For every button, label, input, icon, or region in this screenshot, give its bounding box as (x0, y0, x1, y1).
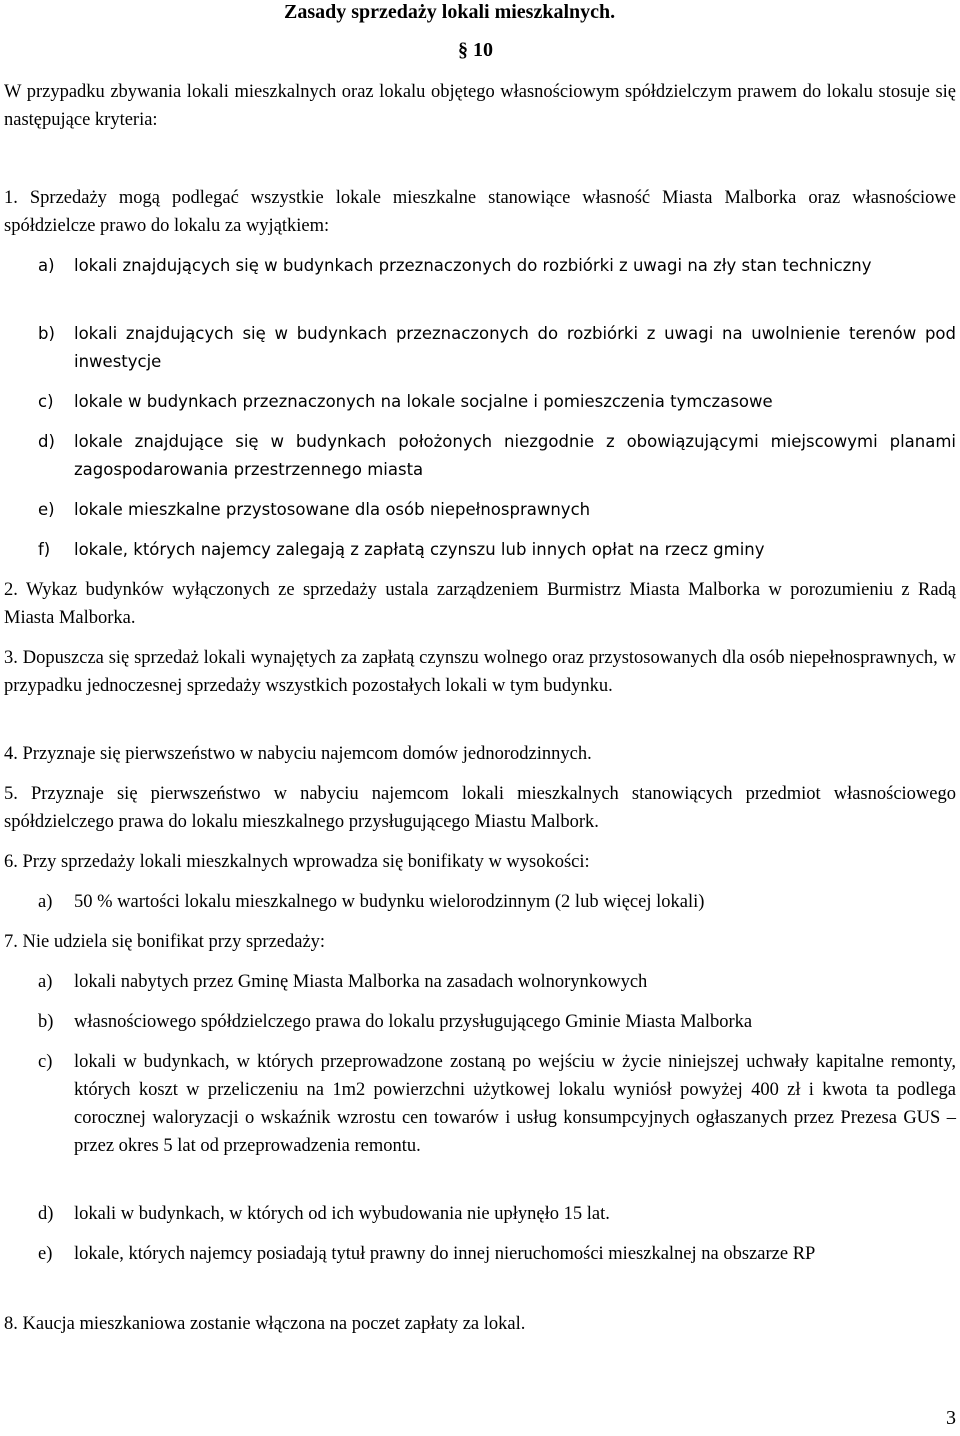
list-text: 50 % wartości lokalu mieszkalnego w budynku wielorodzinnym (2 lub więcej lokali) (74, 892, 705, 912)
list-letter: a) (38, 256, 55, 275)
list-text: własnościowego spółdzielczego prawa do lokalu przysługującego Gminie Miasta Malborka (74, 1012, 753, 1032)
paragraph-8: 8. Kaucja mieszkaniowa zostanie włączona na poczet zapłaty za lokal. (4, 1314, 526, 1334)
list-text: lokali w budynkach, w których przeprowadzone zostaną po wejściu w życie niniejszej uchwały kapitalne remonty, których koszt w przeliczeniu na 1m2 powierzchni użytkowej lokalu wyniósł powyżej 400 zł i kwota ta podlega corocznej waloryzacji o wskaźnik wzrostu cen towarów i usług konsumpcyjnych ogłaszanych przez Prezesa GUS – przez okres 5 lat od przeprowadzenia remontu. (74, 1052, 956, 1156)
list-letter: c) (38, 392, 54, 411)
intro-paragraph: W przypadku zbywania lokali mieszkalnych oraz lokalu objętego własnościowym spółdzielczym prawem do lokalu stosuje się następujące kryteria: (4, 82, 956, 130)
paragraph-2: 2. Wykaz budynków wyłączonych ze sprzedaży ustala zarządzeniem Burmistrz Miasta Malborka w porozumieniu z Radą Miasta Malborka. (4, 580, 956, 628)
paragraph-1: 1. Sprzedaży mogą podlegać wszystkie lokale mieszkalne stanowiące własność Miasta Malborka oraz własnościowe spółdzielcze prawo do lokalu za wyjątkiem: (4, 188, 956, 236)
list-text: lokali znajdujących się w budynkach przeznaczonych do rozbiórki z uwagi na zły stan techniczny (74, 256, 872, 275)
paragraph-4: 4. Przyznaje się pierwszeństwo w nabyciu najemcom domów jednorodzinnych. (4, 744, 592, 764)
list-text: lokale, których najemcy posiadają tytuł prawny do innej nieruchomości mieszkalnej na obszarze RP (74, 1244, 816, 1264)
list-letter: c) (38, 1052, 53, 1072)
list-letter: e) (38, 500, 55, 519)
list-letter: a) (38, 892, 53, 912)
list-letter: d) (38, 432, 55, 451)
list-letter: f) (38, 540, 51, 559)
list-text: lokali nabytych przez Gminę Miasta Malborka na zasadach wolnorynkowych (74, 972, 648, 992)
page-number: 3 (946, 1407, 956, 1429)
document-title: Zasady sprzedaży lokali mieszkalnych. (284, 1, 616, 23)
list-text: lokale znajdujące się w budynkach położonych niezgodnie z obowiązującymi miejscowymi planami zagospodarowania przestrzennego miasta (74, 432, 956, 479)
list-text: lokale mieszkalne przystosowane dla osób niepełnosprawnych (74, 500, 591, 519)
list-letter: b) (38, 324, 55, 343)
list-text: lokali w budynkach, w których od ich wybudowania nie upłynęło 15 lat. (74, 1204, 610, 1224)
paragraph-7: 7. Nie udziela się bonifikat przy sprzedaży: (4, 932, 326, 952)
paragraph-5: 5. Przyznaje się pierwszeństwo w nabyciu najemcom lokali mieszkalnych stanowiących przedmiot własnościowego spółdzielczego prawa do lokalu mieszkalnego przysługującego Miastu Malbork. (4, 784, 956, 832)
section-number: § 10 (458, 39, 493, 61)
list-text: lokali znajdujących się w budynkach przeznaczonych do rozbiórki z uwagi na uwolnienie terenów pod inwestycje (74, 324, 956, 371)
list-letter: d) (38, 1204, 54, 1224)
list-letter: a) (38, 972, 53, 992)
list-letter: b) (38, 1012, 54, 1032)
paragraph-6: 6. Przy sprzedaży lokali mieszkalnych wprowadza się bonifikaty w wysokości: (4, 852, 590, 872)
list-text: lokale, których najemcy zalegają z zapłatą czynszu lub innych opłat na rzecz gminy (74, 540, 765, 559)
list-letter: e) (38, 1244, 53, 1264)
paragraph-3: 3. Dopuszcza się sprzedaż lokali wynajętych za zapłatą czynszu wolnego oraz przystosowanych dla osób niepełnosprawnych, w przypadku jednoczesnej sprzedaży wszystkich pozostałych lokali w tym budynku. (4, 648, 956, 696)
list-text: lokale w budynkach przeznaczonych na lokale socjalne i pomieszczenia tymczasowe (74, 392, 773, 411)
